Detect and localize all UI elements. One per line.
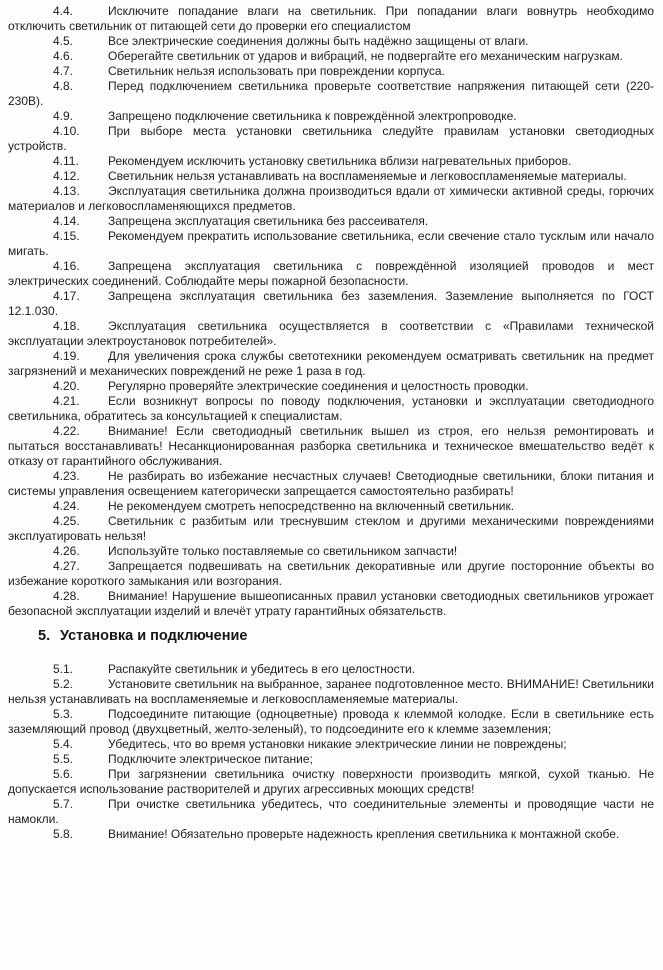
numbered-paragraph — [8, 737, 654, 752]
paragraph-number: 4.4. — [53, 4, 74, 18]
numbered-paragraph — [8, 124, 654, 154]
paragraph-text: Подсоедините питающие (одноцветные) провода к клеммой колодке. Если в светильнике есть заземляющий провод (двухцветный, желто-зеленый), то подсоедините его к клемме заземления; — [8, 707, 654, 736]
paragraph-text: Регулярно проверяйте электрические соединения и целостность проводки. — [108, 379, 529, 393]
numbered-paragraph — [8, 169, 654, 184]
paragraph-text: Не разбирать во избежание несчастных случаев! Светодиодные светильники, блоки питания и системы управления освещением категорически запрещается самостоятельно разбирать! — [8, 469, 654, 498]
numbered-paragraph — [8, 559, 654, 589]
paragraph-number: 4.28. — [53, 589, 80, 603]
paragraph-number: 4.14. — [53, 214, 80, 228]
paragraph-text: Светильник с разбитым или треснувшим стеклом и другими механическими повреждениями эксплуатировать нельзя! — [8, 514, 654, 543]
numbered-paragraph — [8, 184, 654, 214]
document-page — [8, 4, 654, 842]
paragraph-text: Не рекомендуем смотреть непосредственно на включенный светильник. — [108, 499, 515, 513]
paragraph-number: 4.5. — [53, 34, 74, 48]
paragraph-text: Внимание! Если светодиодный светильник вышел из строя, его нельзя ремонтировать и пытаться восстанавливать! Несанкционированная разборка светильника и техническое вмешательство ведёт к отказу от гарантийного обслуживания. — [8, 424, 654, 468]
paragraph-text: Запрещается подвешивать на светильник декоративные или другие посторонние объекты во избежание короткого замыкания или возгорания. — [8, 559, 654, 588]
paragraph-text: Эксплуатация светильника должна производиться вдали от химически активной среды, горючих материалов и легковоспламеняющихся предметов. — [8, 184, 654, 213]
section-5-heading — [38, 627, 654, 645]
paragraph-number: 4.16. — [53, 259, 80, 273]
numbered-paragraph — [8, 544, 654, 559]
paragraph-text: Запрещена эксплуатация светильника без заземления. Заземление выполняется по ГОСТ 12.1.030. — [8, 289, 654, 318]
paragraph-number: 5.3. — [53, 707, 74, 721]
section-4-safety-rules — [8, 4, 654, 619]
numbered-paragraph — [8, 214, 654, 229]
numbered-paragraph — [8, 707, 654, 737]
numbered-paragraph — [8, 229, 654, 259]
paragraph-text: Запрещено подключение светильника к повреждённой электропроводке. — [108, 109, 517, 123]
paragraph-number: 4.27. — [53, 559, 80, 573]
paragraph-number: 4.20. — [53, 379, 80, 393]
numbered-paragraph — [8, 394, 654, 424]
paragraph-text: Подключите электрическое питание; — [108, 752, 313, 766]
section-5-installation-steps — [8, 662, 654, 842]
numbered-paragraph — [8, 469, 654, 499]
paragraph-number: 4.23. — [53, 469, 80, 483]
paragraph-number: 4.15. — [53, 229, 80, 243]
numbered-paragraph — [8, 319, 654, 349]
paragraph-text: Убедитесь, что во время установки никакие электрические линии не повреждены; — [108, 737, 567, 751]
paragraph-text: Внимание! Нарушение вышеописанных правил установки светодиодных светильников угрожает безопасной эксплуатации изделий и влечёт утрату гарантийных обязательств. — [8, 589, 654, 618]
numbered-paragraph — [8, 797, 654, 827]
paragraph-number: 5.6. — [53, 767, 74, 781]
paragraph-number: 5.2. — [53, 677, 74, 691]
section-heading-number: 5. — [38, 628, 51, 644]
paragraph-number: 4.19. — [53, 349, 80, 363]
numbered-paragraph — [8, 677, 654, 707]
paragraph-text: Эксплуатация светильника осуществляется в соответствии с «Правилами технической эксплуатации электроустановок потребителей». — [8, 319, 654, 348]
paragraph-number: 4.24. — [53, 499, 80, 513]
paragraph-number: 4.6. — [53, 49, 74, 63]
numbered-paragraph — [8, 589, 654, 619]
paragraph-text: При загрязнении светильника очистку поверхности производить мягкой, сухой тканью. Не допускается использование растворителей и других агрессивных моющих средств! — [8, 767, 654, 796]
paragraph-text: Исключите попадание влаги на светильник. При попадании влаги вовнутрь необходимо отключить светильник от питающей сети до проверки его специалистом — [8, 4, 654, 33]
paragraph-text: Внимание! Обязательно проверьте надежность крепления светильника к монтажной скобе. — [108, 827, 620, 841]
numbered-paragraph — [8, 259, 654, 289]
paragraph-number: 4.22. — [53, 424, 80, 438]
paragraph-text: Запрещена эксплуатация светильника без рассеивателя. — [108, 214, 429, 228]
section-heading-title: Установка и подключение — [60, 628, 248, 644]
paragraph-number: 4.10. — [53, 124, 80, 138]
paragraph-number: 4.25. — [53, 514, 80, 528]
paragraph-number: 5.1. — [53, 662, 74, 676]
paragraph-text: Светильник нельзя использовать при повреждении корпуса. — [108, 64, 445, 78]
paragraph-number: 5.4. — [53, 737, 74, 751]
numbered-paragraph — [8, 349, 654, 379]
paragraph-number: 4.18. — [53, 319, 80, 333]
paragraph-number: 4.13. — [53, 184, 80, 198]
paragraph-text: Рекомендуем исключить установку светильника вблизи нагревательных приборов. — [108, 154, 572, 168]
numbered-paragraph — [8, 109, 654, 124]
numbered-paragraph — [8, 424, 654, 469]
paragraph-text: Все электрические соединения должны быть надёжно защищены от влаги. — [108, 34, 529, 48]
numbered-paragraph — [8, 767, 654, 797]
numbered-paragraph — [8, 499, 654, 514]
numbered-paragraph — [8, 752, 654, 767]
numbered-paragraph — [8, 34, 654, 49]
paragraph-text: Для увеличения срока службы светотехники рекомендуем осматривать светильник на предмет загрязнений и механических повреждений не реже 1 раза в год. — [8, 349, 654, 378]
numbered-paragraph — [8, 289, 654, 319]
numbered-paragraph — [8, 154, 654, 169]
paragraph-number: 4.7. — [53, 64, 74, 78]
numbered-paragraph — [8, 49, 654, 64]
paragraph-number: 4.21. — [53, 394, 80, 408]
numbered-paragraph — [8, 379, 654, 394]
paragraph-text: Установите светильник на выбранное, заранее подготовленное место. ВНИМАНИЕ! Светильники нельзя устанавливать на воспламеняемые и легковоспламеняемые материалы. — [8, 677, 654, 706]
paragraph-number: 4.8. — [53, 79, 74, 93]
numbered-paragraph — [8, 79, 654, 109]
paragraph-number: 5.8. — [53, 827, 74, 841]
paragraph-text: При выборе места установки светильника следуйте правилам установки светодиодных устройств. — [8, 124, 654, 153]
paragraph-number: 4.9. — [53, 109, 74, 123]
paragraph-number: 5.5. — [53, 752, 74, 766]
paragraph-text: При очистке светильника убедитесь, что соединительные элементы и проводящие части не намокли. — [8, 797, 654, 826]
paragraph-text: Используйте только поставляемые со светильником запчасти! — [108, 544, 458, 558]
paragraph-number: 5.7. — [53, 797, 74, 811]
numbered-paragraph — [8, 827, 654, 842]
paragraph-text: Запрещена эксплуатация светильника с повреждённой изоляцией проводов и мест электрических соединений. Соблюдайте меры пожарной безопасности. — [8, 259, 654, 288]
paragraph-number: 4.26. — [53, 544, 80, 558]
paragraph-number: 4.12. — [53, 169, 80, 183]
numbered-paragraph — [8, 514, 654, 544]
numbered-paragraph — [8, 64, 654, 79]
numbered-paragraph — [8, 662, 654, 677]
paragraph-text: Если возникнут вопросы по поводу подключения, установки и эксплуатации светодиодного светильника, обратитесь за консультацией к специалистам. — [8, 394, 654, 423]
paragraph-text: Рекомендуем прекратить использование светильника, если свечение стало тусклым или начало мигать. — [8, 229, 654, 258]
paragraph-text: Светильник нельзя устанавливать на воспламеняемые и легковоспламеняемые материалы. — [108, 169, 627, 183]
paragraph-text: Оберегайте светильник от ударов и вибраций, не подвергайте его механическим нагрузкам. — [108, 49, 623, 63]
paragraph-text: Распакуйте светильник и убедитесь в его целостности. — [108, 662, 416, 676]
numbered-paragraph — [8, 4, 654, 34]
paragraph-number: 4.11. — [53, 154, 79, 168]
paragraph-text: Перед подключением светильника проверьте соответствие напряжения питающей сети (220-230В). — [8, 79, 654, 108]
paragraph-number: 4.17. — [53, 289, 80, 303]
